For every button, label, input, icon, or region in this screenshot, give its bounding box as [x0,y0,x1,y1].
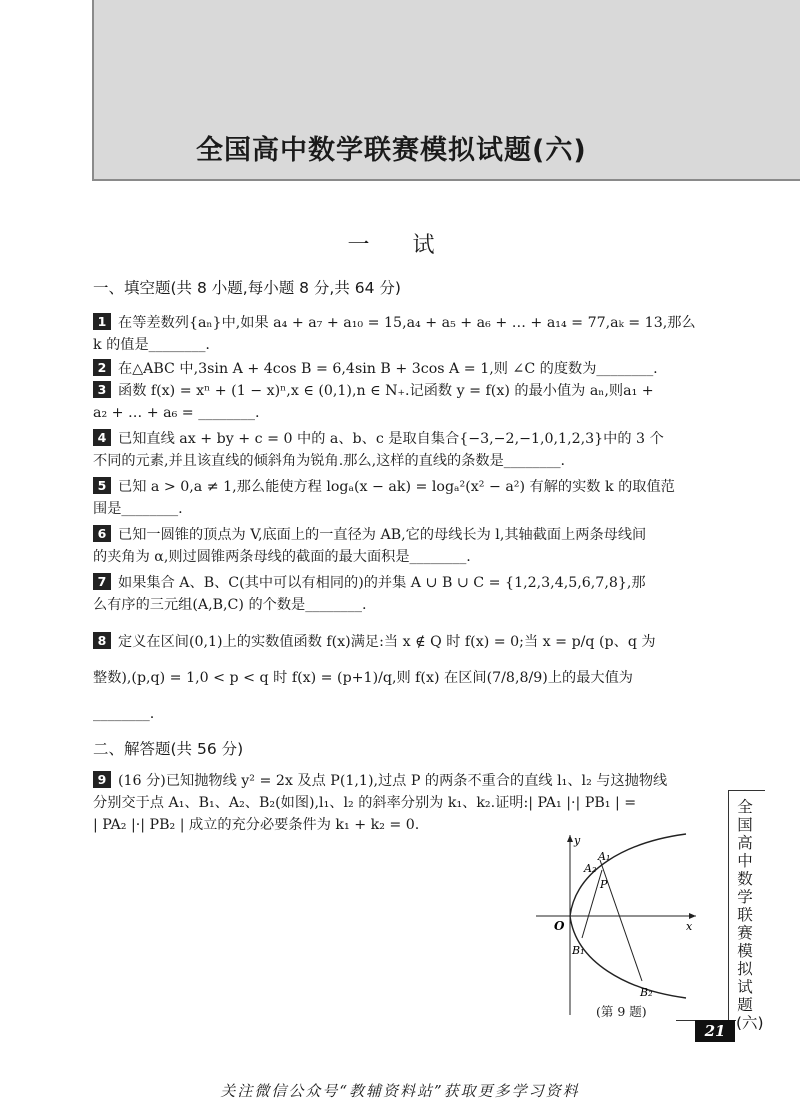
question-line: 已知一圆锥的顶点为 V,底面上的一直径为 AB,它的母线长为 l,其轴截面上两条母线间 [118,527,647,543]
question-number: 8 [93,632,111,649]
question-line: k 的值是________. [93,337,210,353]
side-title: 全国高中数学联赛模拟试题(六) [736,798,764,1032]
question-number: 6 [93,525,111,542]
question-line: 整数),(p,q) = 1,0 < p < q 时 f(x) = (p+1)/q,则 f(x) 在区间(7/8,8/9)上的最大值为 [93,670,633,686]
point-p-label: P [600,878,608,891]
question-line: (16 分)已知抛物线 y² = 2x 及点 P(1,1),过点 P 的两条不重合的直线 l₁、l₂ 与这抛物线 [118,773,668,789]
point-b2-label: B₂ [640,986,653,999]
question-number: 1 [93,313,111,330]
parabola-figure [536,830,706,1020]
question-number: 7 [93,573,111,590]
question-number: 3 [93,381,111,398]
header-rule [92,179,800,181]
question-3 [93,380,713,424]
x-axis-arrow [689,913,696,919]
question-1 [93,312,713,356]
question-line: | PA₂ |·| PB₂ | 成立的充分必要条件为 k₁ + k₂ = 0. [93,817,420,833]
question-line: 么有序的三元组(A,B,C) 的个数是________. [93,597,367,613]
question-line: 围是________. [93,501,183,517]
question-line: 已知 a > 0,a ≠ 1,那么能使方程 logₐ(x − ak) = logₐ²(x² − a²) 有解的实数 k 的取值范 [118,479,675,495]
question-line: 在等差数列{aₙ}中,如果 a₄ + a₇ + a₁₀ = 15,a₄ + a₅ + a₆ + … + a₁₄ = 77,aₖ = 13,那么 [118,315,696,331]
y-label: y [574,834,581,847]
question-4 [93,428,713,472]
question-line: ________. [93,706,155,722]
question-line: 如果集合 A、B、C(其中可以有相同的)的并集 A ∪ B ∪ C = {1,2,3,4,5,6,7,8},那 [118,575,646,591]
question-7 [93,572,713,616]
footer-note: 关注微信公众号“教辅资料站”获取更多学习资料 [220,1082,580,1100]
question-number: 2 [93,359,111,376]
page-number: 21 [695,1020,735,1042]
question-line: 不同的元素,并且该直线的倾斜角为锐角.那么,这样的直线的条数是________. [93,453,566,469]
figure-caption: (第 9 题) [596,1004,647,1019]
question-line: 函数 f(x) = xⁿ + (1 − x)ⁿ,x ∈ (0,1),n ∈ N₊.记函数 y = f(x) 的最小值为 aₙ,则a₁ + [118,383,654,399]
question-2 [93,358,713,380]
exam-part-heading: 一 试 [347,233,453,258]
point-a1-label: A₁ [598,850,611,863]
origin-label: O [554,919,565,933]
y-axis-arrow [567,835,573,842]
question-5 [93,476,713,520]
question-line: 已知直线 ax + by + c = 0 中的 a、b、c 是取自集合{−3,−2,−1,0,1,2,3}中的 3 个 [118,431,664,447]
question-line: 在△ABC 中,3sin A + 4cos B = 6,4sin B + 3cos A = 1,则 ∠C 的度数为________. [118,361,658,377]
page-title: 全国高中数学联赛模拟试题(六) [196,135,587,166]
section-heading-fill-in: 一、填空题(共 8 小题,每小题 8 分,共 64 分) [93,279,401,297]
question-number: 5 [93,477,111,494]
question-8 [93,624,713,732]
point-a2-label: A₂ [584,862,597,875]
question-number: 4 [93,429,111,446]
question-6 [93,524,713,568]
question-line: 分别交于点 A₁、B₁、A₂、B₂(如图),l₁、l₂ 的斜率分别为 k₁、k₂.证明:| PA₁ |·| PB₁ | = [93,795,637,811]
question-number: 9 [93,771,111,788]
question-line: 的夹角为 α,则过圆锥两条母线的截面的最大面积是________. [93,549,471,565]
section-heading-answer: 二、解答题(共 56 分) [93,740,244,758]
x-label: x [686,920,693,933]
question-9 [93,770,723,836]
question-line: 定义在区间(0,1)上的实数值函数 f(x)满足:当 x ∉ Q 时 f(x) = 0;当 x = p/q (p、q 为 [118,634,656,650]
point-b1-label: B₁ [572,944,585,957]
question-line: a₂ + … + a₆ = ________. [93,405,260,421]
